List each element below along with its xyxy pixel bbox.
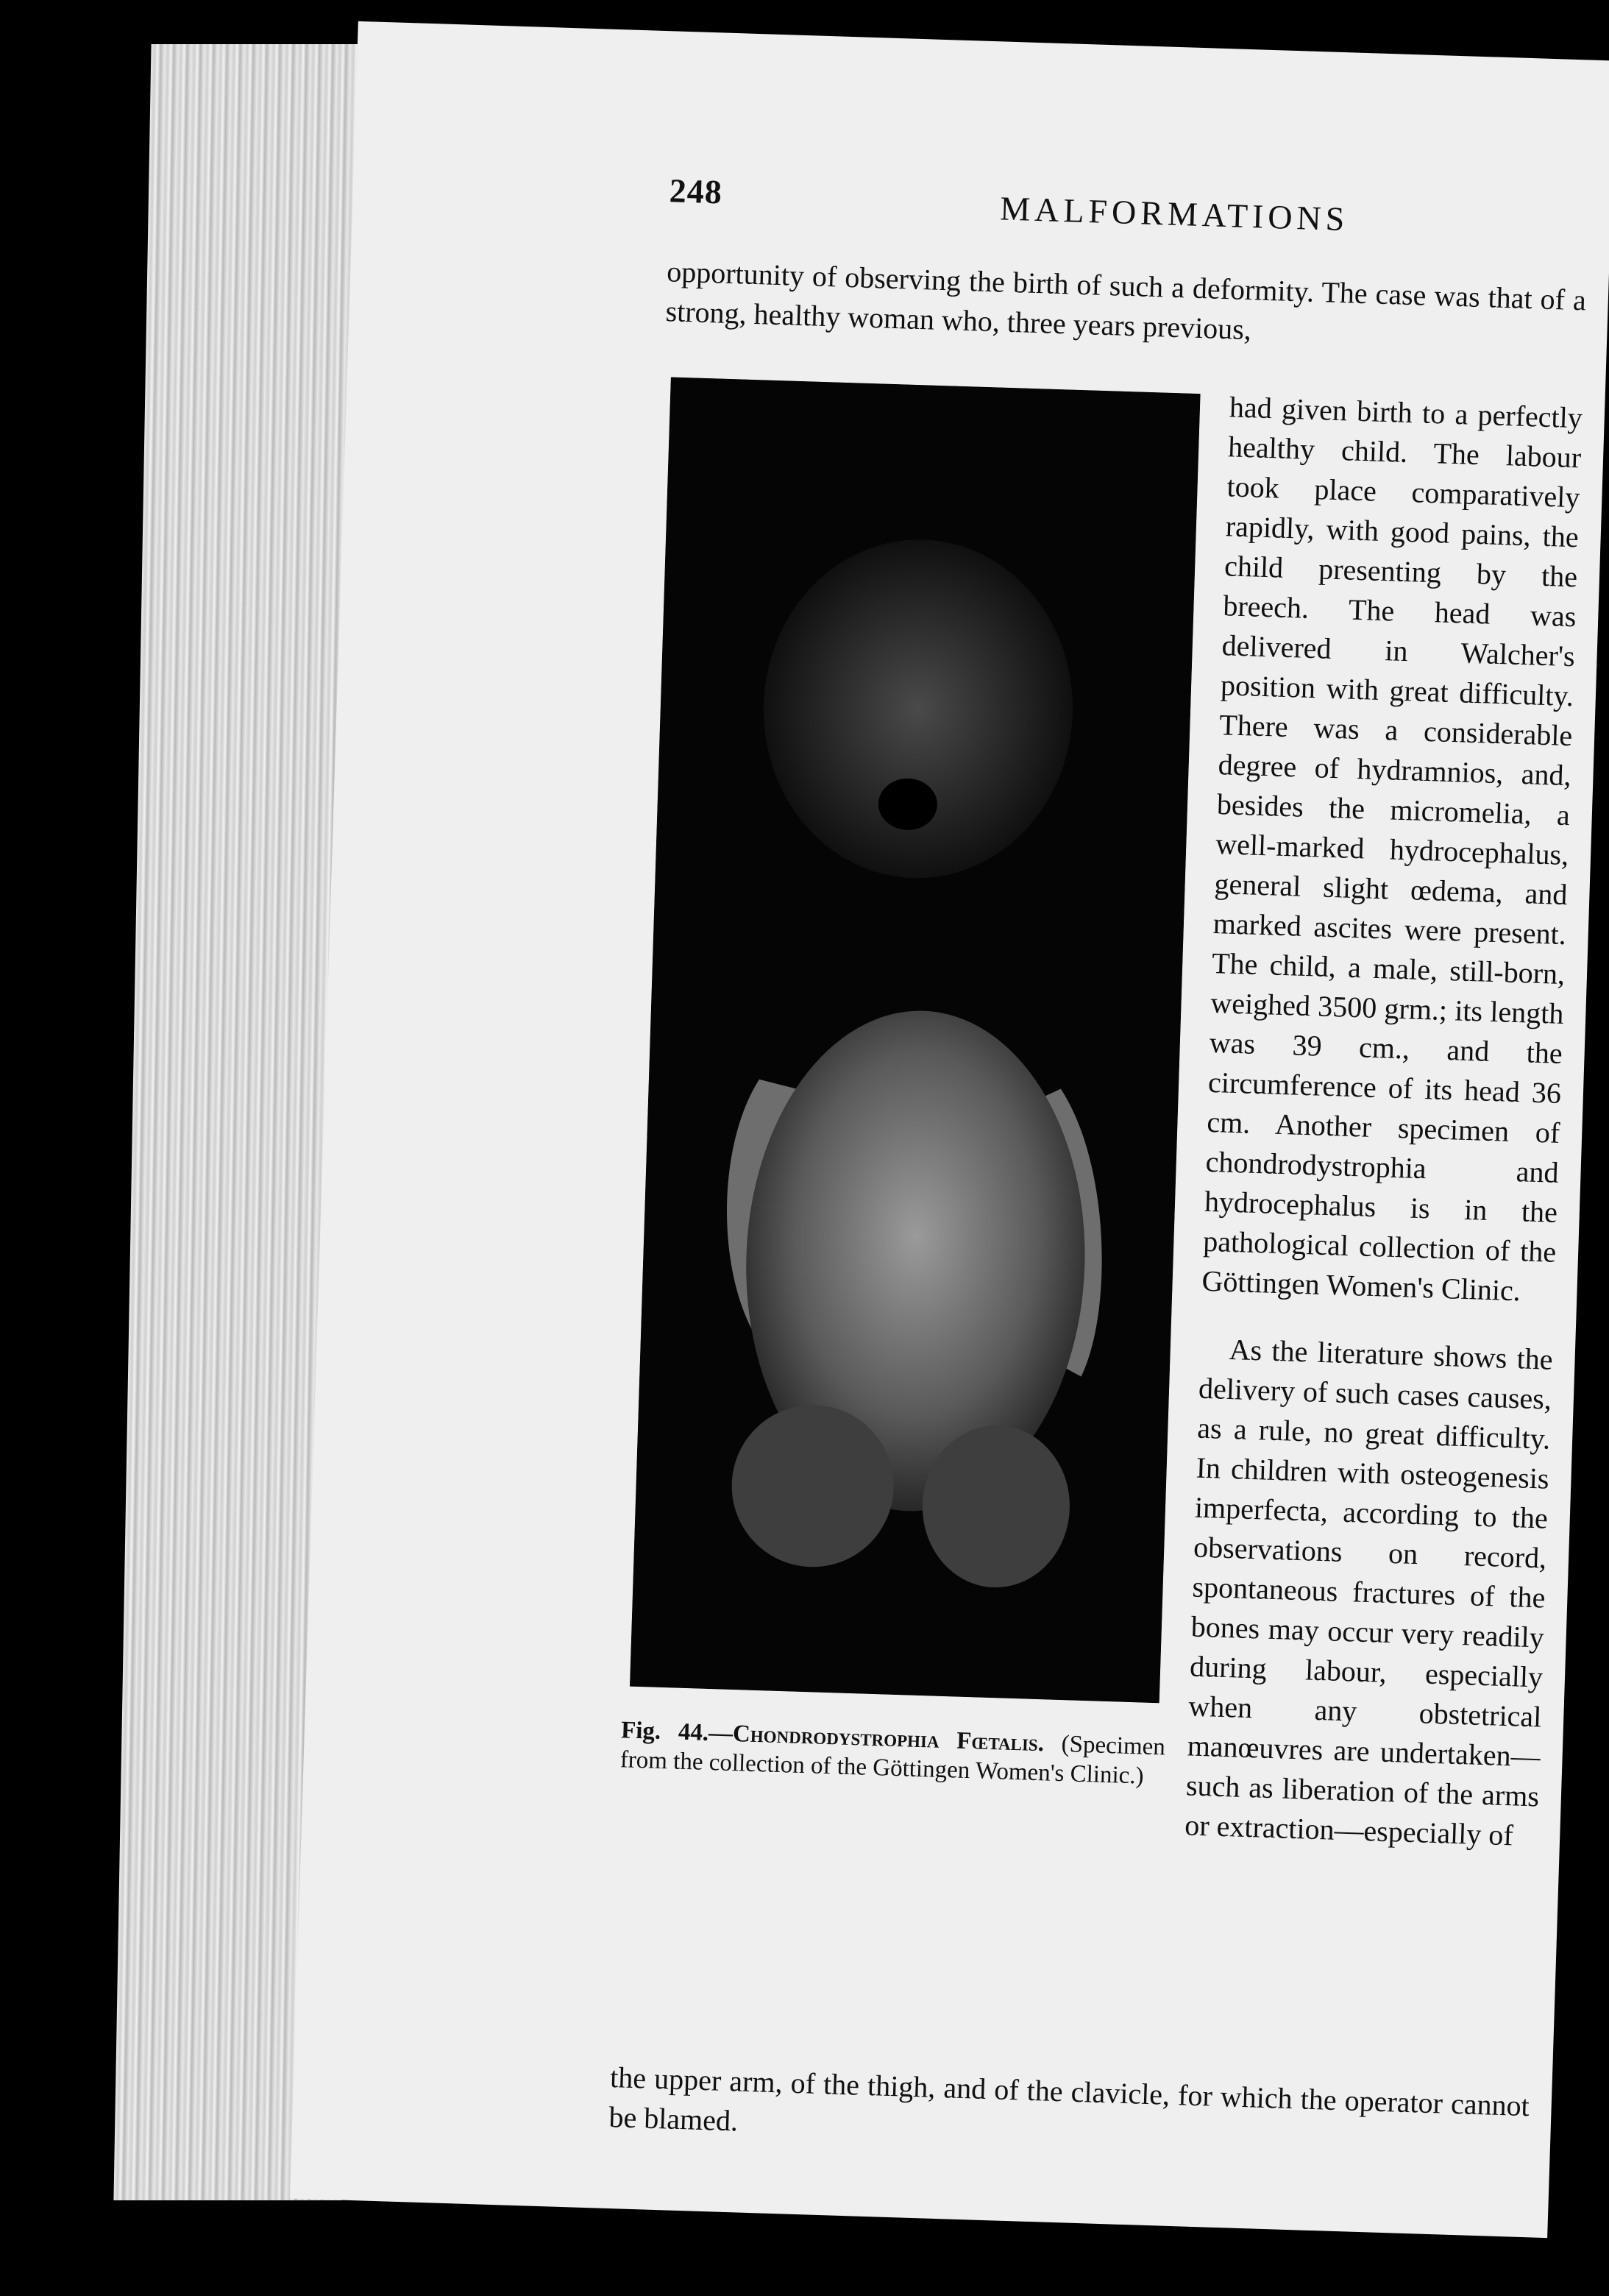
paragraph-side-1: had given birth to a perfectly healthy child. The labour took place comparatively rapidly, with good pains, the child presenting by the breech. The head was delivered in Walcher's position with great difficulty. There was a considerable degree of hydramnios, and, besides the micromelia, a well-marked hydrocephalus, general slight œdema, and marked ascites were present. The child, a male, still-born, weighed 3500 grm.; its length was 39 cm., and the circumference of its head 36 cm. Another specimen of chondrodystrophia and hydrocephalus is in the pathological collection of the Göttingen Women's Clinic.	[1201, 390, 1583, 1308]
paragraph-bottom: the upper arm, of the thigh, and of the clavicle, for which the operator cannot be blamed.	[608, 2061, 1530, 2138]
figure-label: Fig. 44.—	[620, 1717, 734, 1748]
figure-caption-text: (Specimen from the collection of the Göttingen Women's Clinic.)	[619, 1730, 1166, 1790]
page-number: 248	[669, 171, 723, 211]
running-head: MALFORMATIONS	[999, 189, 1350, 238]
book-page	[290, 21, 1609, 2238]
paragraph-side-2: As the literature shows the delivery of such cases causes, as a rule, no great difficulty. In children with osteogenesis imperfecta, according to the observations on record, spontaneous fractures of the bones may occur very readily during labour, especially when any obstetrical manœuvres are undertaken—such as liberation of the arms or extraction—especially of	[1184, 1332, 1554, 1852]
figure-caption	[619, 1715, 1165, 1791]
paragraph-top: opportunity of observing the birth of such a deformity. The case was that of a strong, healthy woman who, three years previous,	[665, 255, 1587, 347]
infant-specimen-photo	[630, 377, 1201, 1703]
figure-photograph	[630, 377, 1201, 1703]
figure-title: Chondrodystrophia Fœtalis.	[732, 1721, 1045, 1757]
